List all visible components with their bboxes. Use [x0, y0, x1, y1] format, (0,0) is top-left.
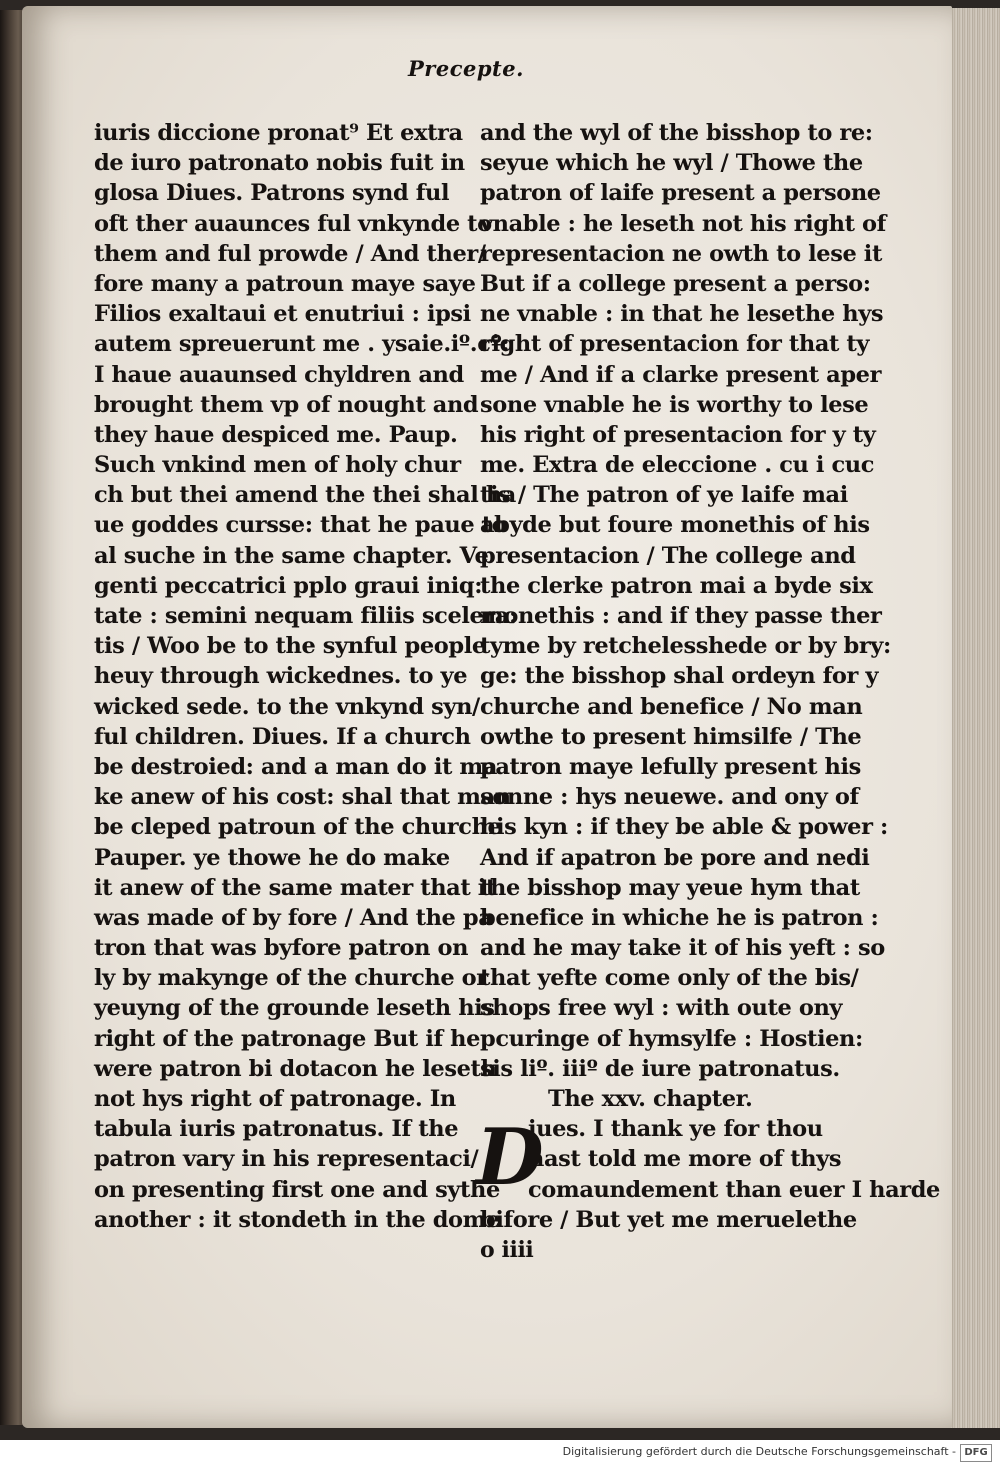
text-line: be cleped patroun of the churche: [94, 814, 502, 841]
footer-credit: Digitalisierung gefördert durch die Deutsche Forschungsgemeinschaft -: [562, 1445, 956, 1458]
text-line: was made of by fore / And the pa: [94, 904, 493, 931]
text-line: were patron bi dotacon he leseth: [94, 1055, 497, 1082]
text-line: genti peccatrici pplo graui iniq:: [94, 572, 483, 599]
text-line: sone vnable he is worthy to lese: [480, 391, 869, 418]
page-fore-edge: [948, 8, 1000, 1428]
text-line: I haue auaunsed chyldren and: [94, 361, 464, 388]
text-line: sonne : hys neuewe. and ony of: [480, 784, 859, 811]
text-line: autem spreuerunt me . ysaie.iº.cº:: [94, 331, 510, 358]
text-line: glosa Diues. Patrons synd ful: [94, 180, 450, 207]
right-column-body: [480, 118, 891, 1084]
text-line: another : it stondeth in the dome: [94, 1206, 500, 1233]
text-line: de iuro patronato nobis fuit in: [94, 150, 465, 177]
text-line: sis liº. iiiº de iure patronatus.: [480, 1055, 840, 1082]
signature-mark: o iiii: [480, 1236, 534, 1263]
text-line: comaundement than euer I harde: [528, 1176, 940, 1203]
text-line: ue goddes cursse: that he paue to: [94, 512, 507, 539]
text-line: Filios exaltaui et enutriui : ipsi: [94, 301, 471, 328]
text-line: tyme by retchelesshede or by bry:: [480, 633, 891, 660]
right-text-column: [476, 118, 940, 1265]
text-line: Pauper. ye thowe he do make: [94, 844, 450, 871]
text-line: iues. I thank ye for thou: [528, 1116, 823, 1143]
text-line: heuy through wickednes. to ye: [94, 663, 468, 690]
text-line: ge: the bisshop shal ordeyn for y: [480, 663, 879, 690]
dfg-logo: DFG: [960, 1444, 992, 1462]
text-line: Such vnkind men of holy chur: [94, 452, 461, 479]
text-line: his kyn : if they be able & power :: [480, 814, 888, 841]
text-line: abyde but foure monethis of his: [480, 512, 870, 539]
chapter-opening: [476, 1112, 940, 1235]
text-line: they haue despiced me. Paup.: [94, 421, 458, 448]
digitization-footer: [0, 1440, 1000, 1465]
text-line: seyue which he wyl / Thowe the: [480, 150, 863, 177]
text-line: representacion ne owth to lese it: [480, 240, 882, 267]
text-line: wicked sede. to the vnkynd syn/: [94, 693, 480, 720]
text-line: right of presentacion for that ty: [480, 331, 870, 358]
text-line: ch but thei amend the thei shal ha: [94, 482, 516, 509]
text-line: ful children. Diues. If a church: [94, 723, 471, 750]
text-line: churche and benefice / No man: [480, 693, 863, 720]
text-line: pcuringe of hymsylfe : Hostien:: [480, 1025, 863, 1052]
text-line: the bisshop may yeue hym that: [480, 874, 860, 901]
text-line: and he may take it of his yeft : so: [480, 935, 885, 962]
text-line: bifore / But yet me meruelethe: [480, 1206, 857, 1233]
text-line: iuris diccione pronat⁹ Et extra: [94, 120, 463, 146]
text-line: presentacion / The college and: [480, 542, 856, 569]
text-line: shops free wyl : with oute ony: [480, 995, 843, 1022]
text-line: monethis : and if they passe ther: [480, 603, 882, 629]
text-line: me. Extra de eleccione . cu i cuc: [480, 452, 875, 479]
dropcap-initial: D: [476, 1112, 544, 1204]
text-line: me / And if a clarke present aper: [480, 361, 882, 388]
text-line: patron vary in his representaci/: [94, 1146, 479, 1173]
text-line: on presenting first one and sythe: [94, 1176, 500, 1203]
text-line: benefice in whiche he is patron :: [480, 904, 879, 931]
text-line: And if apatron be pore and nedi: [480, 844, 870, 871]
text-line: tate : semini nequam filiis scelera:: [94, 603, 517, 629]
text-line: al suche in the same chapter. Ve: [94, 542, 489, 569]
text-line: be destroied: and a man do it ma: [94, 753, 498, 780]
text-line: fore many a patroun maye saye: [94, 270, 476, 297]
text-line: it anew of the same mater that it: [94, 874, 496, 901]
chapter-heading: The xxv. chapter.: [548, 1086, 753, 1112]
running-title: Precepte.: [408, 56, 524, 81]
text-line: patron of laife present a persone: [480, 180, 881, 207]
text-line: not hys right of patronage. In: [94, 1086, 456, 1112]
text-line: brought them vp of nought and: [94, 391, 479, 418]
text-line: ke anew of his cost: shal that man: [94, 784, 511, 811]
text-line: tis / The patron of ye laife mai: [480, 482, 848, 509]
text-line: patron maye lefully present his: [480, 753, 861, 780]
text-line: that yefte come only of the bis/: [480, 965, 859, 992]
text-line: right of the patronage But if he: [94, 1025, 481, 1052]
text-line: oft ther auaunces ful vnkynde to: [94, 210, 492, 237]
text-line: tron that was byfore patron on: [94, 935, 469, 962]
text-line: vnable : he leseth not his right of: [480, 210, 886, 237]
text-line: yeuyng of the grounde leseth his: [94, 995, 495, 1022]
text-line: But if a college present a perso:: [480, 270, 871, 297]
left-text-column: [94, 118, 517, 1235]
text-line: ly by makynge of the churche or: [94, 965, 488, 992]
text-line: owthe to present himsilfe / The: [480, 723, 862, 750]
text-line: tabula iuris patronatus. If the: [94, 1116, 459, 1143]
text-line: his right of presentacion for y ty: [480, 421, 876, 448]
text-line: the clerke patron mai a byde six: [480, 572, 873, 599]
text-line: them and ful prowde / And ther/: [94, 240, 486, 267]
text-line: and the wyl of the bisshop to re:: [480, 120, 873, 146]
text-line: tis / Woo be to the synful people: [94, 633, 486, 660]
book-page: [22, 6, 952, 1428]
text-line: ne vnable : in that he lesethe hys: [480, 301, 884, 328]
text-line: hast told me more of thys: [528, 1146, 842, 1173]
